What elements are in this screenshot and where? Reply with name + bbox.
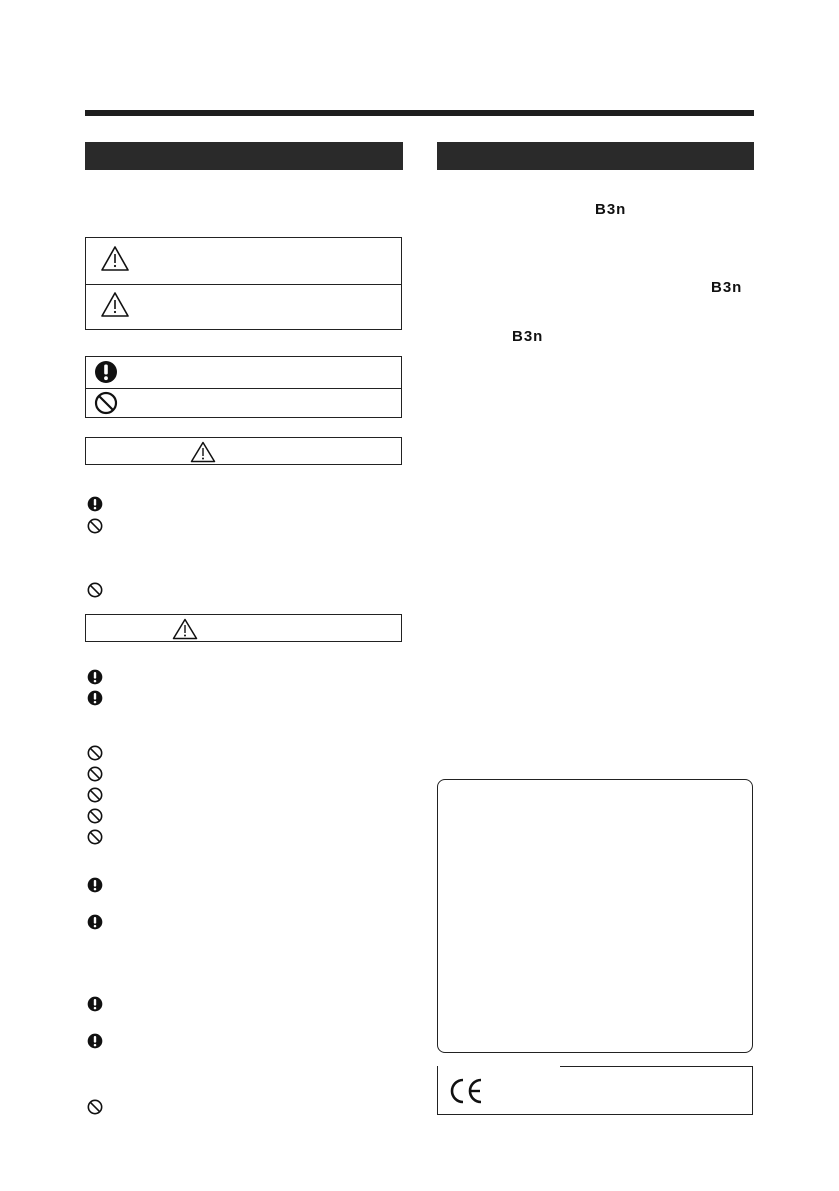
exclamation-circle-icon (87, 877, 103, 893)
exclamation-circle-icon (94, 360, 118, 384)
warning-legend-row (86, 238, 401, 285)
caution-legend-row (86, 284, 401, 330)
exclamation-circle-icon (87, 996, 103, 1012)
exclamation-circle-icon (87, 914, 103, 930)
box-top-gap (438, 1066, 560, 1069)
exclamation-circle-icon (87, 669, 103, 685)
warning-triangle-icon (190, 441, 216, 463)
prohibited-circle-icon (87, 518, 103, 534)
warning-triangle-icon (100, 291, 130, 318)
caution-section-header (85, 614, 402, 642)
prohibited-circle-icon (87, 582, 103, 598)
exclamation-circle-icon (87, 1033, 103, 1049)
exclamation-circle-icon (87, 690, 103, 706)
prohibited-circle-icon (87, 787, 103, 803)
prohibited-legend-row (86, 388, 401, 419)
product-logo: B3n (711, 279, 743, 296)
warning-section-header (85, 437, 402, 465)
prohibited-circle-icon (87, 745, 103, 761)
left-section-header-bar (85, 142, 403, 170)
symbol-legend-box (85, 356, 402, 418)
top-rule (85, 110, 754, 116)
warning-triangle-icon (100, 245, 130, 272)
product-logo: B3n (595, 201, 627, 218)
prohibited-circle-icon (87, 808, 103, 824)
prohibited-circle-icon (94, 391, 118, 415)
prohibited-circle-icon (87, 1099, 103, 1115)
exclamation-circle-icon (87, 496, 103, 512)
product-logo: B3n (512, 328, 544, 345)
warning-legend-box (85, 237, 402, 330)
mandatory-legend-row (86, 357, 401, 389)
prohibited-circle-icon (87, 766, 103, 782)
note-box (437, 779, 753, 1053)
right-section-header-bar (437, 142, 754, 170)
prohibited-circle-icon (87, 829, 103, 845)
ce-mark-icon (448, 1077, 484, 1105)
warning-triangle-icon (172, 618, 198, 640)
ce-compliance-box (437, 1066, 753, 1115)
